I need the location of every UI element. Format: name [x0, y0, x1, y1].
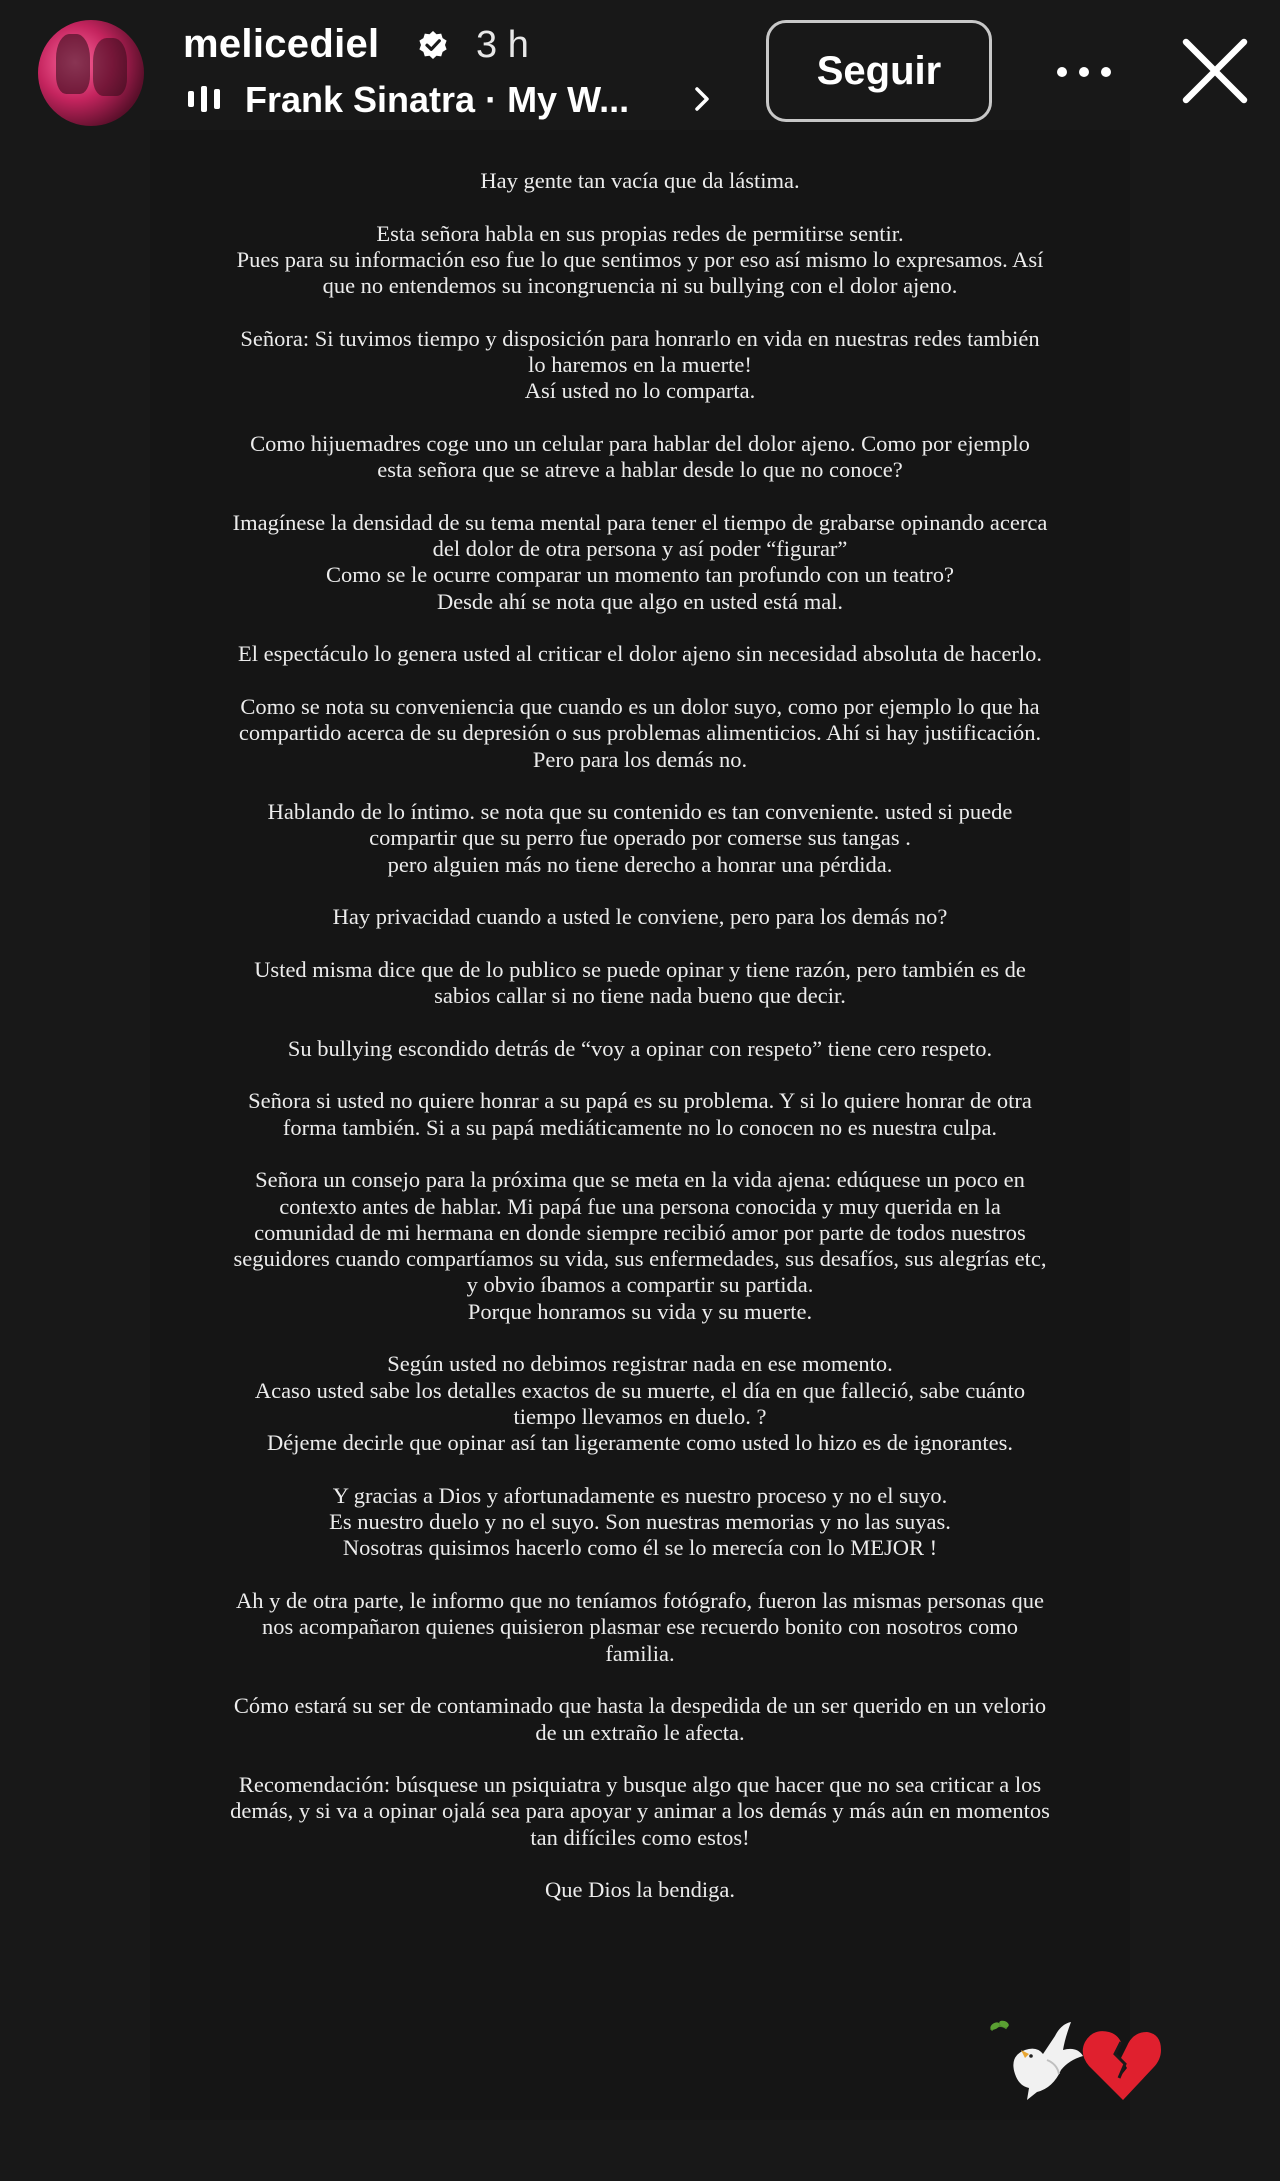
story-paragraph: Esta señora habla en sus propias redes de permitirse sentir. Pues para su información eso fue lo que sentimos y por eso así mismo lo expresamos. Así que no entendemos su incongruencia ni su bullying con el dolor ajeno. — [236, 220, 1044, 299]
story-paragraph: Según usted no debimos registrar nada en ese momento. Acaso usted sabe los detalles exactos de su muerte, el día en que falleció, sabe cuánto tiempo llevamos en duelo. ? Déjeme decirle que opinar así tan ligeramente como usted lo hizo es de ignorantes. — [254, 1351, 1026, 1456]
post-time: 3 h — [476, 24, 529, 66]
story-paragraph: Ah y de otra parte, le informo que no teníamos fotógrafo, fueron las mismas personas que nos acompañaron quienes quisieron plasmar ese recuerdo bonito con nosotros como familia. — [236, 1588, 1044, 1666]
avatar[interactable] — [38, 20, 144, 126]
close-icon[interactable] — [1180, 36, 1250, 106]
story-paragraph: Hablando de lo íntimo. se nota que su contenido es tan conveniente. usted si puede compartir que su perro fue operado por comerse sus tangas . pero alguien más no tiene derecho a honrar una pérdida. — [267, 799, 1013, 877]
story-paragraph: Señora si usted no quiere honrar a su papá es su problema. Y si lo quiere honrar de otra forma también. Si a su papá mediáticamente no lo conocen no es nuestra culpa. — [248, 1088, 1032, 1140]
username[interactable]: melicediel — [183, 22, 380, 66]
dove-with-olive-branch-icon — [989, 2019, 1083, 2100]
follow-button[interactable]: Seguir — [766, 20, 992, 122]
story-paragraph: Hay privacidad cuando a usted le conviene, pero para los demás no? — [332, 904, 948, 930]
story-paragraph: Su bullying escondido detrás de “voy a opinar con respeto” tiene cero respeto. — [287, 1035, 993, 1061]
story-paragraph: Que Dios la bendiga. — [545, 1877, 735, 1903]
story-paragraph: El espectáculo lo genera usted al criticar el dolor ajeno sin necesidad absoluta de hacerlo. — [237, 641, 1043, 667]
story-header — [0, 0, 1280, 140]
story-paragraph: Hay gente tan vacía que da lástima. — [480, 168, 800, 193]
story-paragraph: Señora: Si tuvimos tiempo y disposición para honrarlo en vida en nuestras redes también lo haremos en la muerte! Así usted no lo comparta. — [240, 325, 1040, 404]
chevron-right-icon[interactable] — [692, 84, 714, 114]
music-track-label[interactable]: Frank Sinatra · My W... — [245, 79, 630, 120]
story-text — [230, 168, 1050, 1930]
stickers — [985, 2016, 1165, 2106]
broken-heart-icon — [1083, 2031, 1161, 2100]
story-paragraph: Recomendación: búsquese un psiquiatra y busque algo que hacer que no sea criticar a los demás, y si va a opinar ojalá sea para apoyar y animar a los demás y más aún en momentos tan difíciles como estos! — [230, 1772, 1050, 1850]
story-paragraph: Imagínese la densidad de su tema mental para tener el tiempo de grabarse opinando acerca del dolor de otra persona y así poder “figurar” Como se le ocurre comparar un momento tan profundo con un teatro? Desde ahí se nota que algo en usted está mal. — [232, 509, 1048, 614]
story-paragraph: Cómo estará su ser de contaminado que hasta la despedida de un ser querido en un velorio de un extraño le afecta. — [233, 1693, 1047, 1745]
more-options-icon[interactable] — [1052, 54, 1116, 90]
story-paragraph: Usted misma dice que de lo publico se puede opinar y tiene razón, pero también es de sabios callar si no tiene nada bueno que decir. — [254, 956, 1026, 1009]
verified-badge-icon — [418, 30, 448, 60]
music-bars-icon — [186, 84, 224, 114]
story-paragraph: Señora un consejo para la próxima que se meta en la vida ajena: edúquese un poco en contexto antes de hablar. Mi papá fue una persona conocida y muy querida en la comunidad de mi hermana en donde siempre recibió amor por parte de todos nuestros seguidores cuando compartíamos su vida, sus enfermedades, sus desafíos, sus alegrías etc, y obvio íbamos a compartir su partida. Porque honramos su vida y su muerte. — [233, 1167, 1047, 1324]
story-paragraph: Como hijuemadres coge uno un celular para hablar del dolor ajeno. Como por ejemplo esta señora que se atreve a hablar desde lo que no conoce? — [250, 430, 1030, 483]
story-paragraph: Y gracias a Dios y afortunadamente es nuestro proceso y no el suyo. Es nuestro duelo y no el suyo. Son nuestras memorias y no las suyas. Nosotras quisimos hacerlo como él se lo merecía con lo MEJOR ! — [329, 1482, 951, 1561]
story-paragraph: Como se nota su conveniencia que cuando es un dolor suyo, como por ejemplo lo que ha compartido acerca de su depresión o sus problemas alimenticios. Ahí si hay justificación. Pero para los demás no. — [238, 693, 1042, 772]
